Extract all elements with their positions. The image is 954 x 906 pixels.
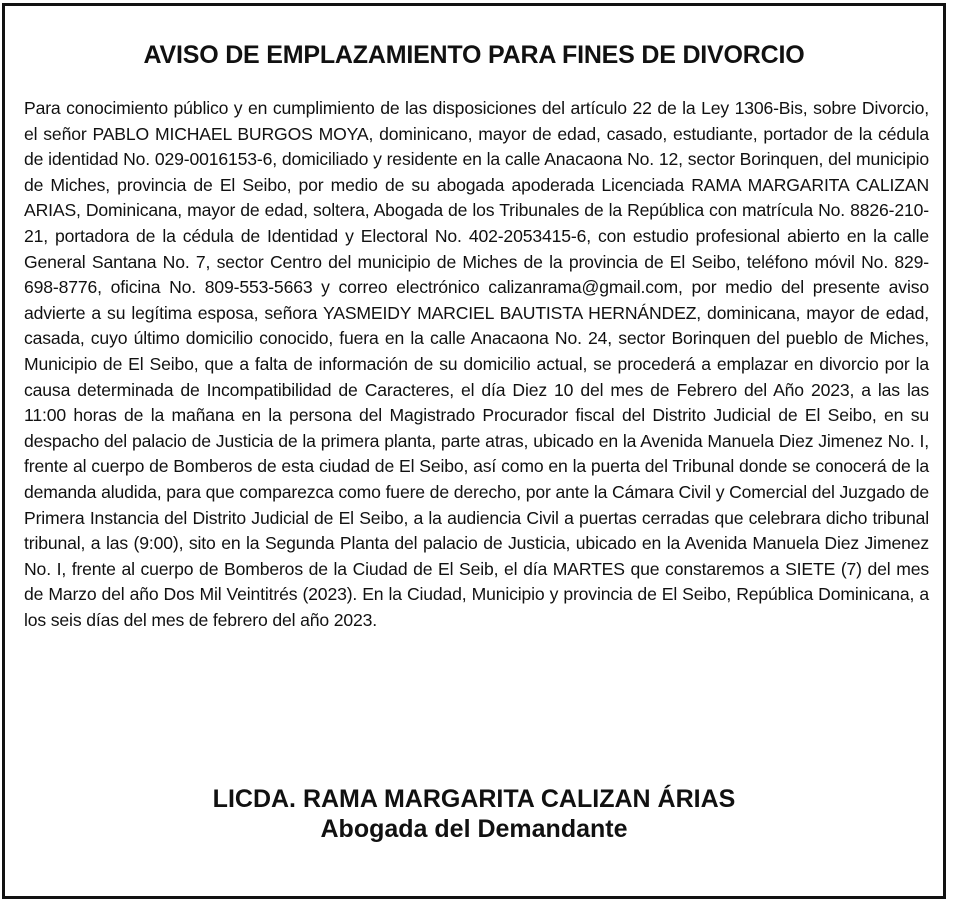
notice-title: AVISO DE EMPLAZAMIENTO PARA FINES DE DIVORCIO — [143, 41, 805, 69]
signer-role: Abogada del Demandante — [320, 815, 628, 843]
notice-frame — [2, 3, 946, 899]
signer-name: LICDA. RAMA MARGARITA CALIZAN ÁRIAS — [212, 785, 736, 813]
signature-block — [5, 784, 943, 844]
notice-body: Para conocimiento público y en cumplimiento de las disposiciones del artículo 22 de la Ley 1306-Bis, sobre Divorcio, el señor PABLO MICHAEL BURGOS MOYA, dominicano, mayor de edad, casado, estudiante, portador de la cédula de identidad No. 029-0016153-6, domiciliado y residente en la calle Anacaona No. 12, sector Borinquen, del municipio de Miches, provincia de El Seibo, por medio de su abogada apoderada Licenciada RAMA MARGARITA CALIZAN ARIAS, Dominicana, mayor de edad, soltera, Abogada de los Tribunales de la República con matrícula No. 8826-210-21, portadora de la cédula de Identidad y Electoral No. 402-2053415-6, con estudio profesional abierto en la calle General Santana No. 7, sector Centro del municipio de Miches de la provincia de El Seibo, teléfono móvil No. 829-698-8776, oficina No. 809-553-5663 y correo electrónico calizanrama@gmail.com, por medio del presente aviso advierte a su legítima esposa, señora YASMEIDY MARCIEL BAUTISTA HERNÁNDEZ, dominicana, mayor de edad, casada, cuyo último domicilio conocido, fuera en la calle Anacaona No. 24, sector Borinquen del pueblo de Miches, Municipio de El Seibo, que a falta de información de su domicilio actual, se procederá a emplazar en divorcio por la causa determinada de Incompatibilidad de Caracteres, el día Diez 10 del mes de Febrero del Año 2023, a las las 11:00 horas de la mañana en la persona del Magistrado Procurador fiscal del Distrito Judicial de El Seibo, en su despacho del palacio de Justicia de la primera planta, parte atras, ubicado en la Avenida Manuela Diez Jimenez No. I, frente al cuerpo de Bomberos de esta ciudad de El Seibo, así como en la puerta del Tribunal donde se conocerá de la demanda aludida, para que comparezca como fuere de derecho, por ante la Cámara Civil y Comercial del Juzgado de Primera Instancia del Distrito Judicial de El Seibo, a la audiencia Civil a puertas cerradas que celebrara dicho tribunal tribunal, a las (9:00), sito en la Segunda Planta del palacio de Justicia, ubicado en la Avenida Manuela Diez Jimenez No. I, frente al cuerpo de Bomberos de la Ciudad de El Seib, el día MARTES que constaremos a SIETE (7) del mes de Marzo del año Dos Mil Veintitrés (2023). En la Ciudad, Municipio y provincia de El Seibo, República Dominicana, a los seis días del mes de febrero del año 2023. — [24, 98, 929, 630]
